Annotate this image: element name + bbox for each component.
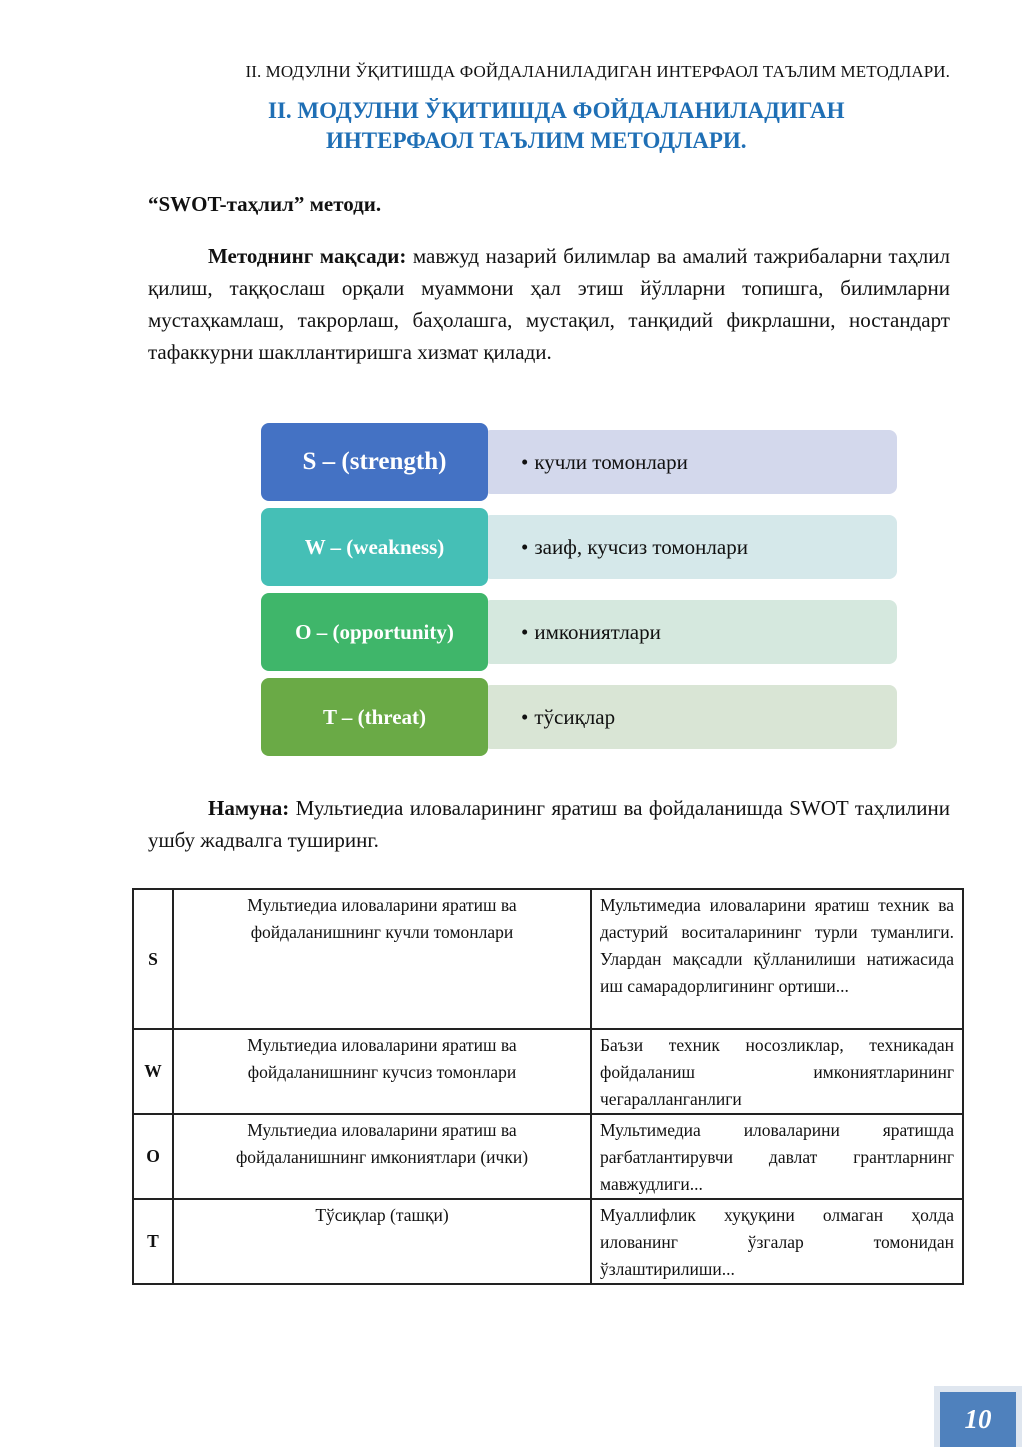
table-row-criterion: Мультиедиа иловаларини яратиш ва фойдаланишнинг кучсиз томонлари [173, 1029, 591, 1114]
swot-row-weakness [261, 508, 897, 586]
table-row-answer: Мультимедиа иловаларини яратишда рағбатлантирувчи давлат грантларнинг мавжудлиги... [591, 1114, 963, 1199]
swot-row-opportunity [261, 593, 897, 671]
page-number: 10 [940, 1392, 1016, 1447]
table-row-answer: Муаллифлик хуқуқини олмаган ҳолда илованинг ўзгалар томонидан ўзлаштирилиши... [591, 1199, 963, 1284]
example-label: Намуна: [208, 796, 290, 820]
table-row [133, 1114, 963, 1199]
table-row-answer: Баъзи техник носозликлар, техникадан фойдаланиш имкониятларининг чегаралланганлиги [591, 1029, 963, 1114]
table-row [133, 1029, 963, 1114]
table-row-letter: S [133, 889, 173, 1029]
swot-desc-weakness: • заиф, кучсиз томонлари [483, 515, 897, 579]
swot-row-threat [261, 678, 897, 756]
table-row-letter: O [133, 1114, 173, 1199]
swot-key-weakness: W – (weakness) [261, 508, 488, 586]
swot-desc-threat: • тўсиқлар [483, 685, 897, 749]
swot-desc-text: имкониятлари [534, 619, 661, 644]
table-row-criterion: Мультиедиа иловаларини яратиш ва фойдаланишнинг кучли томонлари [173, 889, 591, 1029]
swot-desc-opportunity: • имкониятлари [483, 600, 897, 664]
swot-desc-text: кучли томонлари [534, 449, 688, 474]
purpose-paragraph [148, 240, 950, 368]
swot-key-threat: T – (threat) [261, 678, 488, 756]
swot-key-opportunity: O – (opportunity) [261, 593, 488, 671]
page-title-line-1: II. МОДУЛНИ ЎҚИТИШДА ФОЙДАЛАНИЛАДИГАН [268, 98, 845, 123]
example-text: Мультиедиа иловаларининг яратиш ва фойдаланишда SWOT таҳлилини ушбу жадвалга туширинг. [148, 796, 950, 852]
table-row-criterion: Тўсиқлар (ташқи) [173, 1199, 591, 1284]
table-row [133, 889, 963, 1029]
running-header: II. МОДУЛНИ ЎҚИТИШДА ФОЙДАЛАНИЛАДИГАН ИНТЕРФАОЛ ТАЪЛИМ МЕТОДЛАРИ. [245, 62, 950, 81]
purpose-label: Методнинг мақсади: [208, 244, 407, 268]
table-row [133, 1199, 963, 1284]
table-row-answer: Мультимедиа иловаларини яратиш техник ва дастурий воситаларининг турли туманлиги. Улардан мақсадли қўлланилиши натижасида иш самарадорлигининг ортиши... [591, 889, 963, 1029]
swot-desc-text: тўсиқлар [534, 704, 616, 729]
example-paragraph [148, 792, 950, 856]
table-row-criterion: Мультиедиа иловаларини яратиш ва фойдаланишнинг имкониятлари (ички) [173, 1114, 591, 1199]
table-row-letter: W [133, 1029, 173, 1114]
purpose-text: мавжуд назарий билимлар ва амалий тажрибаларни таҳлил қилиш, таққослаш орқали муаммони ҳал этиш йўлларни топишга, билимларни мустаҳкамлаш, такрорлаш, баҳолашга, мустақил, танқидий фикрлашни, ностандарт тафаккурни шакллантиришга хизмат қилади. [148, 244, 950, 364]
swot-table [132, 888, 964, 1285]
page-title-line-2: ИНТЕРФАОЛ ТАЪЛИМ МЕТОДЛАРИ. [326, 128, 747, 153]
swot-desc-text: заиф, кучсиз томонлари [534, 534, 748, 559]
swot-key-strength: S – (strength) [261, 423, 488, 501]
page-number-box [934, 1386, 1022, 1447]
method-heading: “SWOT-таҳлил” методи. [148, 192, 382, 216]
swot-desc-strength: • кучли томонлари [483, 430, 897, 494]
swot-row-strength [261, 423, 897, 501]
table-row-letter: T [133, 1199, 173, 1284]
page-title [150, 96, 950, 156]
